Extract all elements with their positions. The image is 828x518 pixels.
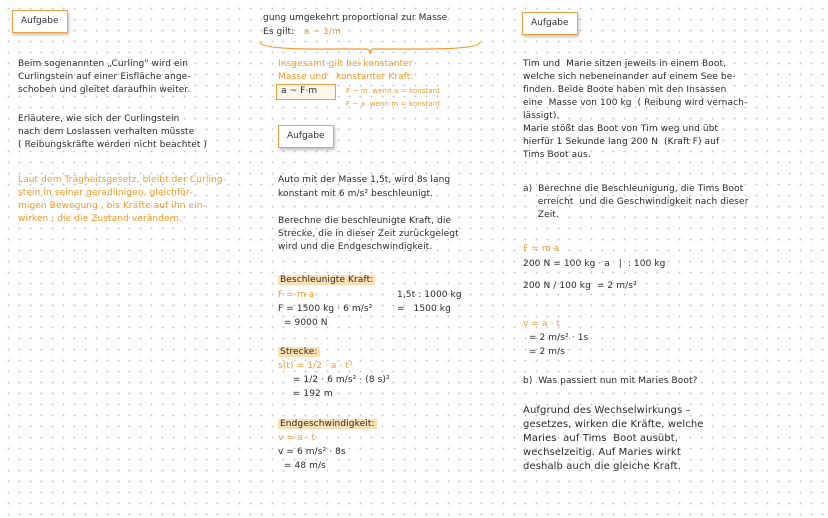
mid-top-2: Es gilt:	[263, 27, 295, 37]
left-intro-1: Beim sogenannten „Curling" wird ein	[18, 59, 189, 69]
left-task-1: Erläutere, wie sich der Curlingstein	[18, 114, 180, 124]
right-intro-8: Tims Boot aus.	[523, 150, 591, 160]
mid-top-1: gung umgekehrt proportional zur Masse	[263, 13, 448, 23]
conversion-1: 1,5t : 1000 kg	[397, 290, 462, 300]
left-intro-2: Curlingstein auf einer Eisfläche ange-	[18, 72, 191, 82]
mid-question-1: Berechne die beschleunigte Kraft, die	[278, 216, 452, 226]
calc1-line-3: 200 N / 100 kg = 2 m/s²	[523, 281, 637, 291]
left-task-2: nach dem Loslassen verhalten müsste	[18, 127, 195, 137]
aufgabe-box-3	[522, 12, 578, 35]
mid-task-1: Auto mit der Masse 1,5t, wird 8s lang	[278, 175, 451, 185]
aufgabe-label: Aufgabe	[287, 131, 325, 141]
distance-line-1: s(t) = 1/2 · a · t²	[278, 361, 353, 371]
mid-question-3: wird und die Endgeschwindigkeit.	[278, 242, 433, 252]
force-line-1: F = m·a	[278, 290, 315, 300]
calc2-line-1: v = a · t	[523, 319, 561, 329]
force-line-2: F = 1500 kg · 6 m/s²	[278, 304, 373, 314]
answer-b-2: gesetzes, wirken die Kräfte, welche	[523, 419, 704, 430]
calc1-line-1: F = m·a	[523, 244, 560, 254]
distance-line-3: = 192 m	[278, 389, 333, 399]
calc1-line-2: 200 N = 100 kg · a | : 100 kg	[523, 259, 666, 269]
left-answer-3: migen Bewegung , bis Kräfte auf ihn ein-	[18, 201, 206, 211]
force-heading	[278, 274, 375, 287]
left-answer-2: stein in seiner geradlinigen, gleichför-	[18, 188, 193, 198]
distance-heading-text: Strecke:	[280, 347, 318, 357]
answer-b-4: wechselzeitig. Auf Maries wirkt	[523, 447, 681, 458]
right-intro-7: hierfür 1 Sekunde lang 200 N (Kraft F) auf	[523, 137, 720, 147]
answer-b-3: Maries auf Tims Boot ausübt,	[523, 433, 679, 444]
right-intro-3: finden. Beide Boote haben mit den Insassen	[523, 85, 727, 95]
aufgabe-label: Aufgabe	[21, 16, 59, 26]
speed-line-1: v = a · t	[278, 433, 316, 443]
right-intro-2: welche sich nebeneinander auf einem See be-	[523, 72, 736, 82]
f-m-rule: F ~ m wenn a = konstant	[346, 87, 441, 95]
right-intro-6: Marie stößt das Boot von Tim weg und übt	[523, 124, 719, 134]
question-a-2: erreicht und die Geschwindigkeit nach dieser	[523, 197, 749, 207]
calc2-line-3: = 2 m/s	[523, 347, 566, 357]
right-intro-5: lässigt).	[523, 111, 560, 121]
aufgabe-label: Aufgabe	[531, 18, 569, 28]
left-answer-4: wirken , die die Zustand verändern.	[18, 214, 183, 224]
aufgabe-box-2	[278, 125, 334, 148]
a-fm-formula: a ~ F·m	[281, 86, 318, 96]
question-b: b) Was passiert nun mit Maries Boot?	[523, 376, 698, 386]
answer-b-5: deshalb auch die gleiche Kraft.	[523, 461, 681, 472]
mid-summary-1: Insgesamt gilt bei konstanter	[278, 59, 413, 69]
left-task-3: ( Reibungskräfte werden nicht beachtet )	[18, 140, 208, 150]
mid-summary-2: Masse und konstanter Kraft:	[278, 72, 414, 82]
right-intro-1: Tim und Marie sitzen jeweils in einem Boot,	[523, 59, 727, 69]
speed-heading-text: Endgeschwindigkeit:	[280, 419, 375, 429]
aufgabe-box-1	[12, 10, 68, 33]
answer-b-1: Aufgrund des Wechselwirkungs –	[523, 405, 691, 416]
f-a-rule: F ~ a wenn m = konstant	[346, 100, 441, 108]
speed-heading	[278, 418, 377, 431]
question-a-3: Zeit.	[523, 210, 559, 220]
distance-heading	[278, 346, 320, 359]
distance-line-2: = 1/2 · 6 m/s² · (8 s)²	[278, 375, 390, 385]
calc2-line-2: = 2 m/s² · 1s	[523, 333, 589, 343]
conversion-2: = 1500 kg	[397, 304, 451, 314]
speed-line-3: = 48 m/s	[278, 461, 326, 471]
right-intro-4: eine Masse von 100 kg ( Reibung wird vernach-	[523, 98, 748, 108]
force-heading-text: Beschleunigte Kraft:	[280, 275, 374, 285]
left-intro-3: schoben und gleitet daraufhin weiter.	[18, 85, 191, 95]
mid-top-formula: a ~ 1/m	[304, 27, 342, 37]
mid-question-2: Strecke, die in dieser Zeit zurückgelegt	[278, 229, 459, 239]
mid-task-2: konstant mit 6 m/s² beschleunigt.	[278, 189, 434, 199]
force-line-3: = 9000 N	[278, 318, 328, 328]
speed-line-2: v = 6 m/s² · 8s	[278, 447, 346, 457]
orange-brace	[258, 40, 483, 56]
question-a-1: a) Berechne die Beschleunigung, die Tims Boot	[523, 184, 744, 194]
left-answer-1: Laut dem Trägheitsgesetz, bleibt der Curling-	[18, 175, 227, 185]
